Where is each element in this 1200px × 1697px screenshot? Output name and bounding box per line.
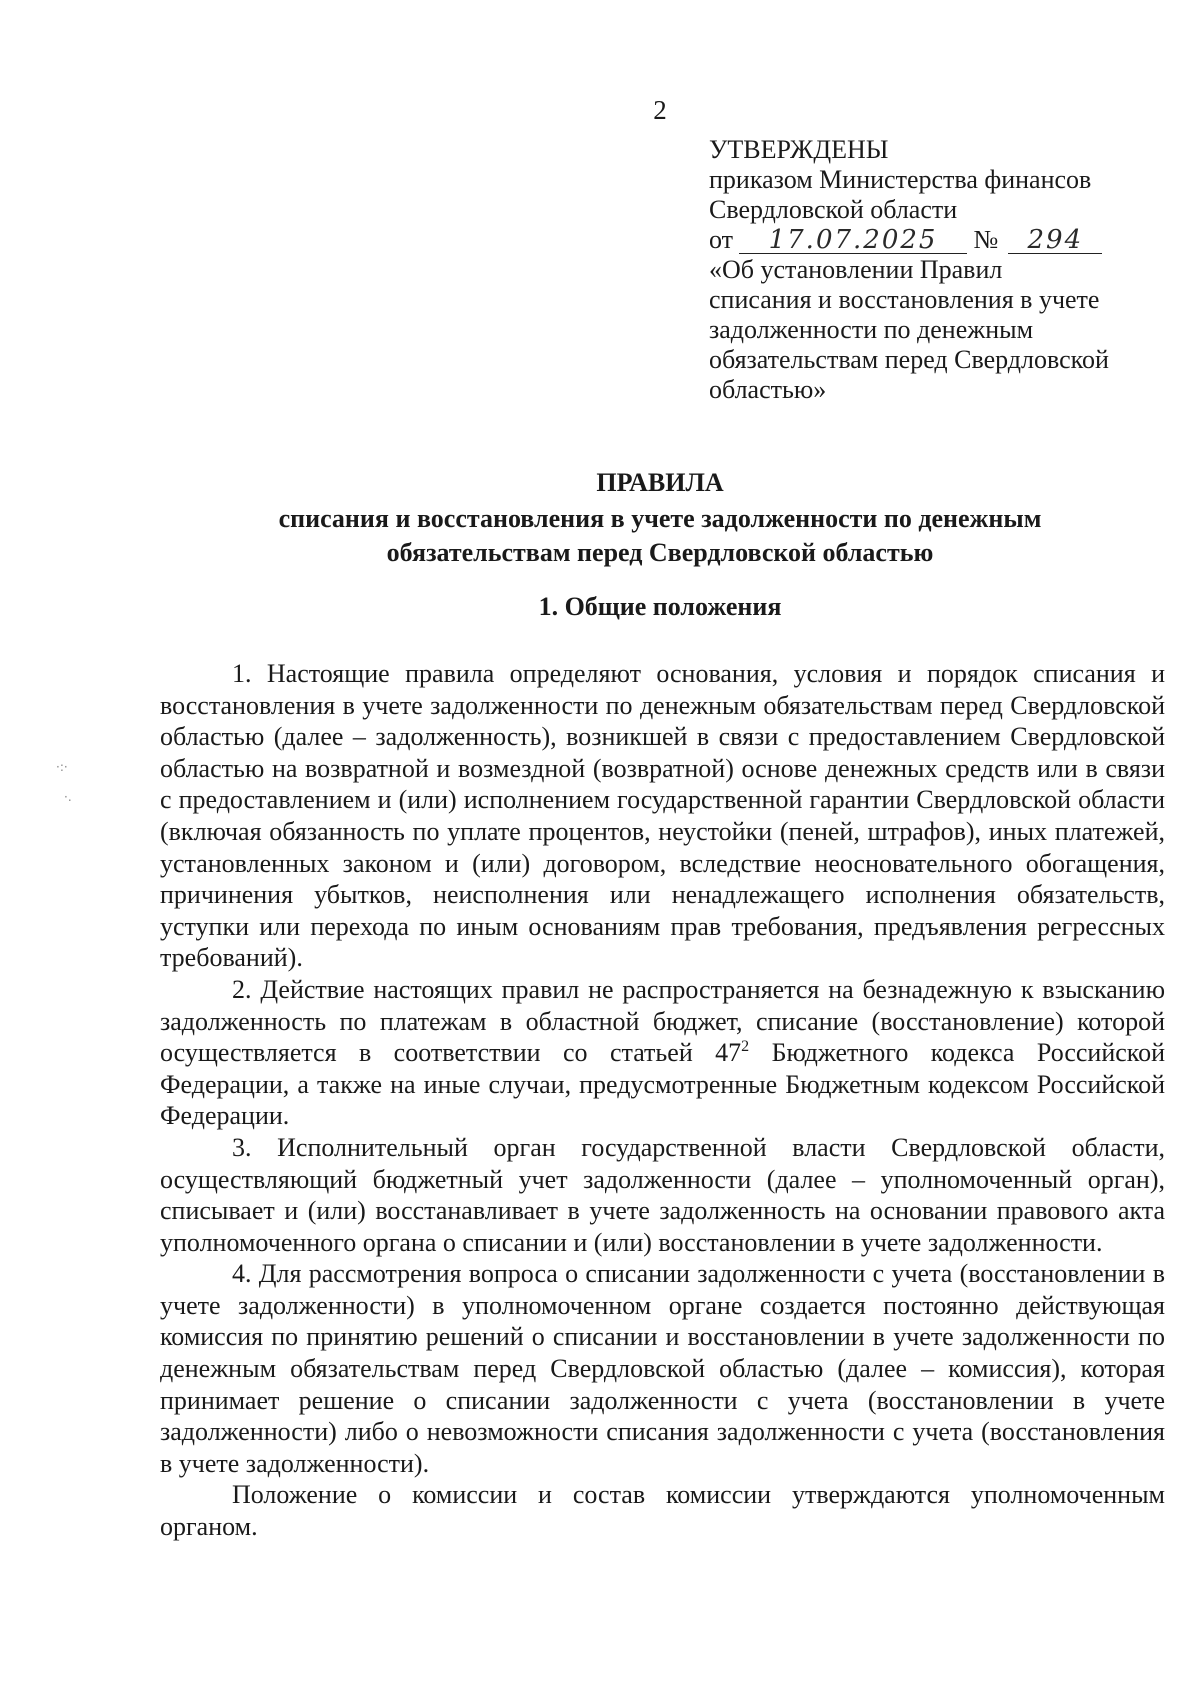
- paragraph-2-tail: Бюджетного кодекса Российской Федерации, а также на иные случаи, предусмотренные Бюджетным кодексом Российской Федерации.: [160, 1038, 1166, 1131]
- approval-about-line: задолженности по денежным: [709, 315, 1034, 344]
- document-title-block: [160, 464, 1160, 570]
- paragraph-3: 3. Исполнительный орган государственной власти Свердловской области, осуществляющий бюджетный учет задолженности (далее – уполномоченный орган), списывает и (или) восстанавливает в учете задолженность на основании правового акта уполномоченного органа о списании и (или) восстановлении в учете задолженности.: [160, 1132, 1165, 1257]
- approval-region-line: Свердловской области: [709, 195, 958, 224]
- scan-artifact: ·.: [64, 790, 72, 804]
- paragraph-1: 1. Настоящие правила определяют основания, условия и порядок списания и восстановления в учете задолженности по денежным обязательствам перед Свердловской областью (далее – задолженность), возникшей в связи с предоставлением Свердловской областью на возвратной и возмездной (возвратной) основе денежных средств или в связи с предоставлением и (или) исполнением государственной гарантии Свердловской области (включая обязанность по уплате процентов, неустойки (пеней, штрафов), иных платежей, установленных законом и (или) договором, вследствие неосновательного обогащения, причинения убытков, неисполнения или ненадлежащего исполнения обязательств, уступки или перехода по иным основаниям прав требования, предъявления регрессных требований).: [160, 659, 1165, 973]
- paragraph-4: 4. Для рассмотрения вопроса о списании задолженности с учета (восстановлении в учете задолженности) в уполномоченном органе создается постоянно действующая комиссия по принятию решений о списании и восстановлении в учете задолженности по денежным обязательствам перед Свердловской областью (далее – комиссия), которая принимает решение о списании задолженности с учета (восстановлении в учете задолженности) либо о невозможности списания задолженности с учета (восстановления в учете задолженности).: [160, 1259, 1165, 1478]
- approval-heading: УТВЕРЖДЕНЫ: [709, 135, 889, 164]
- paragraph-5: Положение о комиссии и состав комиссии утверждаются уполномоченным органом.: [160, 1480, 1165, 1542]
- document-subtitle-line: обязательствам перед Свердловской областью: [386, 538, 934, 567]
- approval-about-line: «Об установлении Правил: [709, 255, 1003, 284]
- approval-order-line: приказом Министерства финансов: [709, 165, 1092, 194]
- section-heading: 1. Общие положения: [538, 592, 782, 621]
- approval-block: [709, 135, 1179, 405]
- from-label: от: [709, 225, 734, 254]
- superscript: 2: [741, 1038, 750, 1056]
- paragraph-2-text: 2. Действие настоящих правил не распространяется на безнадежную к взысканию задолженность по платежам в областной бюджет, списание (восстановление) которой осуществляется в соответствии со статьей 47: [160, 974, 1165, 1068]
- handwritten-date: 17.07.2025: [739, 227, 967, 254]
- document-title: ПРАВИЛА: [596, 468, 724, 497]
- handwritten-number: 294: [1008, 227, 1102, 254]
- page-number: 2: [653, 95, 667, 125]
- document-subtitle-line: списания и восстановления в учете задолженности по денежным: [278, 504, 1042, 533]
- approval-about-line: обязательствам перед Свердловской: [709, 345, 1109, 374]
- scan-artifact: ·:·: [56, 760, 68, 774]
- approval-about-line: списания и восстановления в учете: [709, 285, 1100, 314]
- approval-about-line: областью»: [709, 375, 827, 404]
- paragraph-2: [160, 974, 1165, 1132]
- body-text: [160, 658, 1165, 1543]
- number-label: №: [973, 225, 999, 254]
- approval-date-number-line: [709, 225, 1179, 255]
